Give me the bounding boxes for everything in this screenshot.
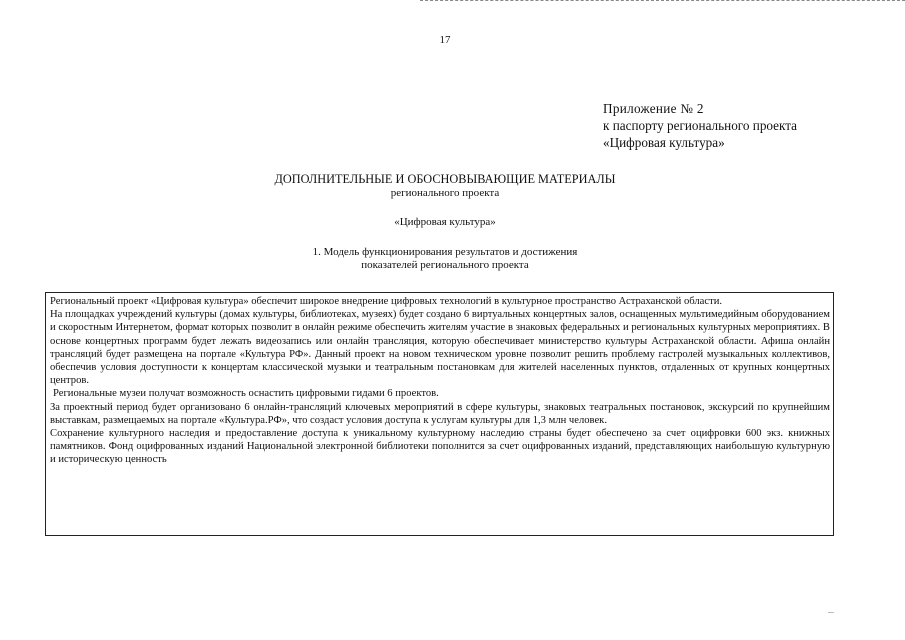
scan-mark bbox=[828, 612, 834, 613]
content-box bbox=[45, 292, 834, 536]
appendix-reference: к паспорту регионального проекта bbox=[603, 118, 798, 133]
title-main: ДОПОЛНИТЕЛЬНЫЕ И ОБОСНОВЫВАЮЩИЕ МАТЕРИАЛЫ bbox=[274, 172, 616, 186]
top-border-line bbox=[420, 0, 905, 2]
title-sub: регионального проекта bbox=[390, 187, 500, 199]
section-heading bbox=[0, 246, 890, 272]
section-heading-line1: 1. Модель функционирования результатов и достижения bbox=[312, 246, 578, 258]
section-heading-line2: показателей регионального проекта bbox=[361, 259, 529, 271]
paragraph-broadcasts: За проектный период будет организовано 6 онлайн-трансляций ключевых мероприятий в сфере культуры, знаковых театральных постановок, экскурсий по крупнейшим выставкам, размещаемых на портале «Культура.РФ», что создаст условия доступа к услугам культуры для 1,3 млн человек. bbox=[50, 401, 830, 426]
paragraph-concert-halls: На площадках учреждений культуры (домах культуры, библиотеках, музеях) будет создано 6 виртуальных концертных залов, оснащенных мультимедийным оборудованием и скоростным Интернетом, формат которых позволит в онлайн режиме обеспечить жителям участие в знаковых федеральных и региональных культурных мероприятиях. В основе концертных программ будет лежать видеозапись или онлайн трансляция, которую обеспечивает министерство культуры Астраханской области. Афиша онлайн трансляций будет размещена на портале «Культура РФ». Данный проект на новом техническом уровне позволит решить проблему гастролей музыкальных коллективов, обеспечив условия доступности к концертам классической музыки и театральным постановкам для жителей населенных пунктов, отдаленных от крупных концертных центров. bbox=[50, 309, 830, 387]
page-number: 17 bbox=[439, 34, 451, 46]
appendix-project: «Цифровая культура» bbox=[603, 135, 725, 150]
paragraph-heritage: Сохранение культурного наследия и предоставление доступа к уникальному культурному наследию страны будет обеспечено за счет оцифровки 600 экз. книжных памятников. Фонд оцифрованных изданий Национальной электронной библиотеки пополнится за счет оцифрованных изданий, представляющих наибольшую культурную и историческую ценность bbox=[50, 428, 830, 466]
document-title bbox=[0, 172, 890, 200]
appendix-number: Приложение № 2 bbox=[603, 101, 704, 116]
paragraph-museums: Региональные музеи получат возможность оснастить цифровыми гидами 6 проектов. bbox=[53, 388, 439, 400]
appendix-block bbox=[603, 100, 797, 151]
paragraph-intro: Региональный проект «Цифровая культура» обеспечит широкое внедрение цифровых технологий в культурное пространство Астраханской области. bbox=[50, 296, 723, 307]
project-name: «Цифровая культура» bbox=[394, 216, 496, 228]
